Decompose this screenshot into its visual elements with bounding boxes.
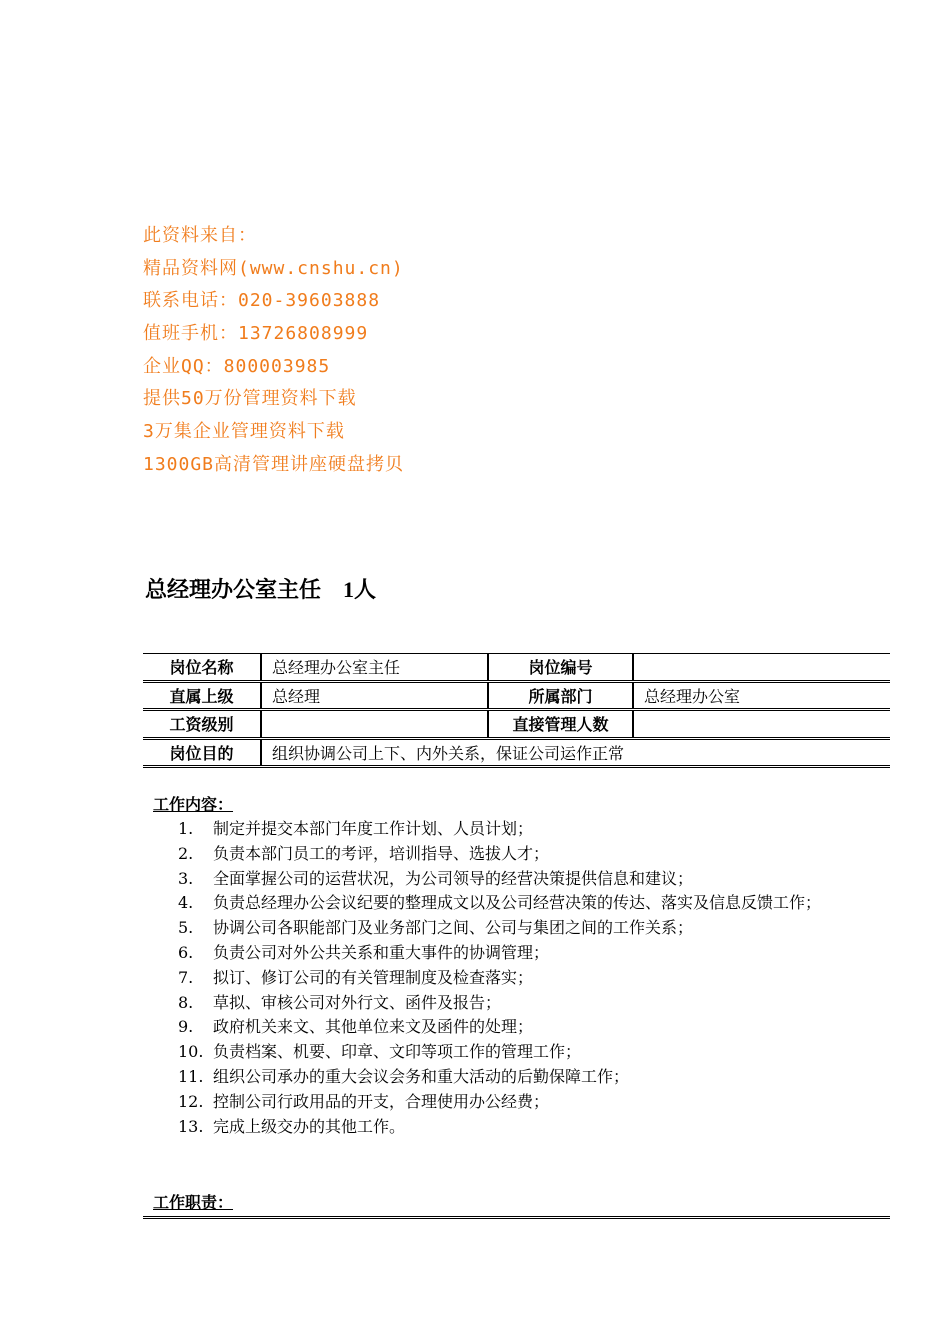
list-item-number: 8. (178, 992, 194, 1012)
list-item (178, 966, 890, 991)
title-count: 1人 (343, 577, 377, 602)
list-item-number: 12. (178, 1091, 204, 1111)
list-item-text: 负责公司对外公共关系和重大事件的协调管理； (213, 942, 550, 962)
title-text: 总经理办公室主任 (145, 578, 322, 603)
purpose-label: 岗位目的 (143, 738, 261, 767)
list-item-text: 负责本部门员工的考评，培训指导、选拔人才； (213, 843, 550, 863)
list-item-number: 13. (178, 1116, 204, 1136)
purpose-value: 组织协调公司上下、内外关系，保证公司运作正常 (261, 738, 890, 767)
list-item-text: 负责档案、机要、印章、文印等项工作的管理工作； (213, 1042, 582, 1062)
list-item-text: 全面掌握公司的运营状况，为公司领导的经营决策提供信息和建议； (213, 868, 694, 888)
promo-line: 此资料来自： (143, 225, 257, 246)
list-item-number: 11. (178, 1066, 204, 1086)
position-name-value: 总经理办公室主任 (261, 654, 488, 682)
work-duties-heading: 工作职责： (153, 1193, 234, 1212)
superior-label: 直属上级 (143, 681, 261, 710)
list-item (178, 891, 890, 916)
list-item-text: 负责总经理办公会议纪要的整理成文以及公司经营决策的传达、落实及信息反馈工作； (213, 893, 822, 913)
divider (143, 1216, 890, 1219)
list-item-number: 2. (178, 843, 194, 863)
salary-value (261, 710, 488, 739)
salary-label: 工资级别 (143, 710, 261, 739)
list-item-text: 协调公司各职能部门及业务部门之间、公司与集团之间的工作关系； (213, 918, 694, 938)
list-item-text: 控制公司行政用品的开支，合理使用办公经费； (213, 1091, 550, 1111)
promo-line: 值班手机：13726808999 (143, 323, 369, 345)
list-item-text: 制定并提交本部门年度工作计划、人员计划； (213, 819, 534, 838)
list-item-text: 组织公司承办的重大会议会务和重大活动的后勤保障工作； (213, 1066, 630, 1086)
page-title (145, 573, 376, 604)
list-item-text: 草拟、审核公司对外行文、函件及报告； (213, 992, 502, 1012)
table-row (143, 654, 890, 682)
list-item-number: 5. (178, 918, 194, 938)
list-item-text: 政府机关来文、其他单位来文及函件的处理； (213, 1017, 534, 1037)
list-item-number: 6. (178, 942, 194, 962)
work-content-list (178, 817, 890, 1139)
list-item (178, 817, 890, 842)
promo-line: 提供50万份管理资料下载 (143, 388, 357, 410)
position-code-label: 岗位编号 (488, 654, 633, 682)
department-label: 所属部门 (488, 681, 633, 710)
list-item-text: 拟订、修订公司的有关管理制度及检查落实； (213, 967, 534, 987)
list-item-number: 1. (178, 819, 194, 838)
position-code-value (633, 654, 890, 682)
promo-line: 1300GB高清管理讲座硬盘拷贝 (143, 453, 405, 475)
list-item (178, 1065, 890, 1090)
list-item-number: 10. (178, 1042, 204, 1062)
subordinates-value (633, 710, 890, 739)
list-item-number: 3. (178, 868, 194, 888)
list-item (178, 1090, 890, 1115)
promo-line: 3万集企业管理资料下载 (143, 421, 345, 443)
promo-line: 精品资料网(www.cnshu.cn) (143, 257, 404, 279)
table-row (143, 738, 890, 767)
list-item (178, 842, 890, 867)
position-info-table (143, 653, 890, 768)
table-row (143, 681, 890, 710)
superior-value: 总经理 (261, 681, 488, 710)
promo-line: 联系电话：020-39603888 (143, 290, 381, 312)
list-item (178, 916, 890, 941)
promo-line: 企业QQ：800003985 (143, 355, 331, 377)
list-item-text: 完成上级交办的其他工作。 (213, 1116, 406, 1136)
list-item (178, 1115, 890, 1140)
list-item-number: 7. (178, 967, 194, 987)
subordinates-label: 直接管理人数 (488, 710, 633, 739)
list-item (178, 1015, 890, 1040)
table-row (143, 710, 890, 739)
list-item (178, 941, 890, 966)
department-value: 总经理办公室 (633, 681, 890, 710)
position-name-label: 岗位名称 (143, 654, 261, 682)
work-content-heading: 工作内容： (153, 795, 234, 814)
list-item-number: 4. (178, 893, 194, 913)
list-item (178, 991, 890, 1016)
list-item-number: 9. (178, 1017, 194, 1037)
list-item (178, 867, 890, 892)
list-item (178, 1040, 890, 1065)
promo-block (143, 220, 404, 482)
